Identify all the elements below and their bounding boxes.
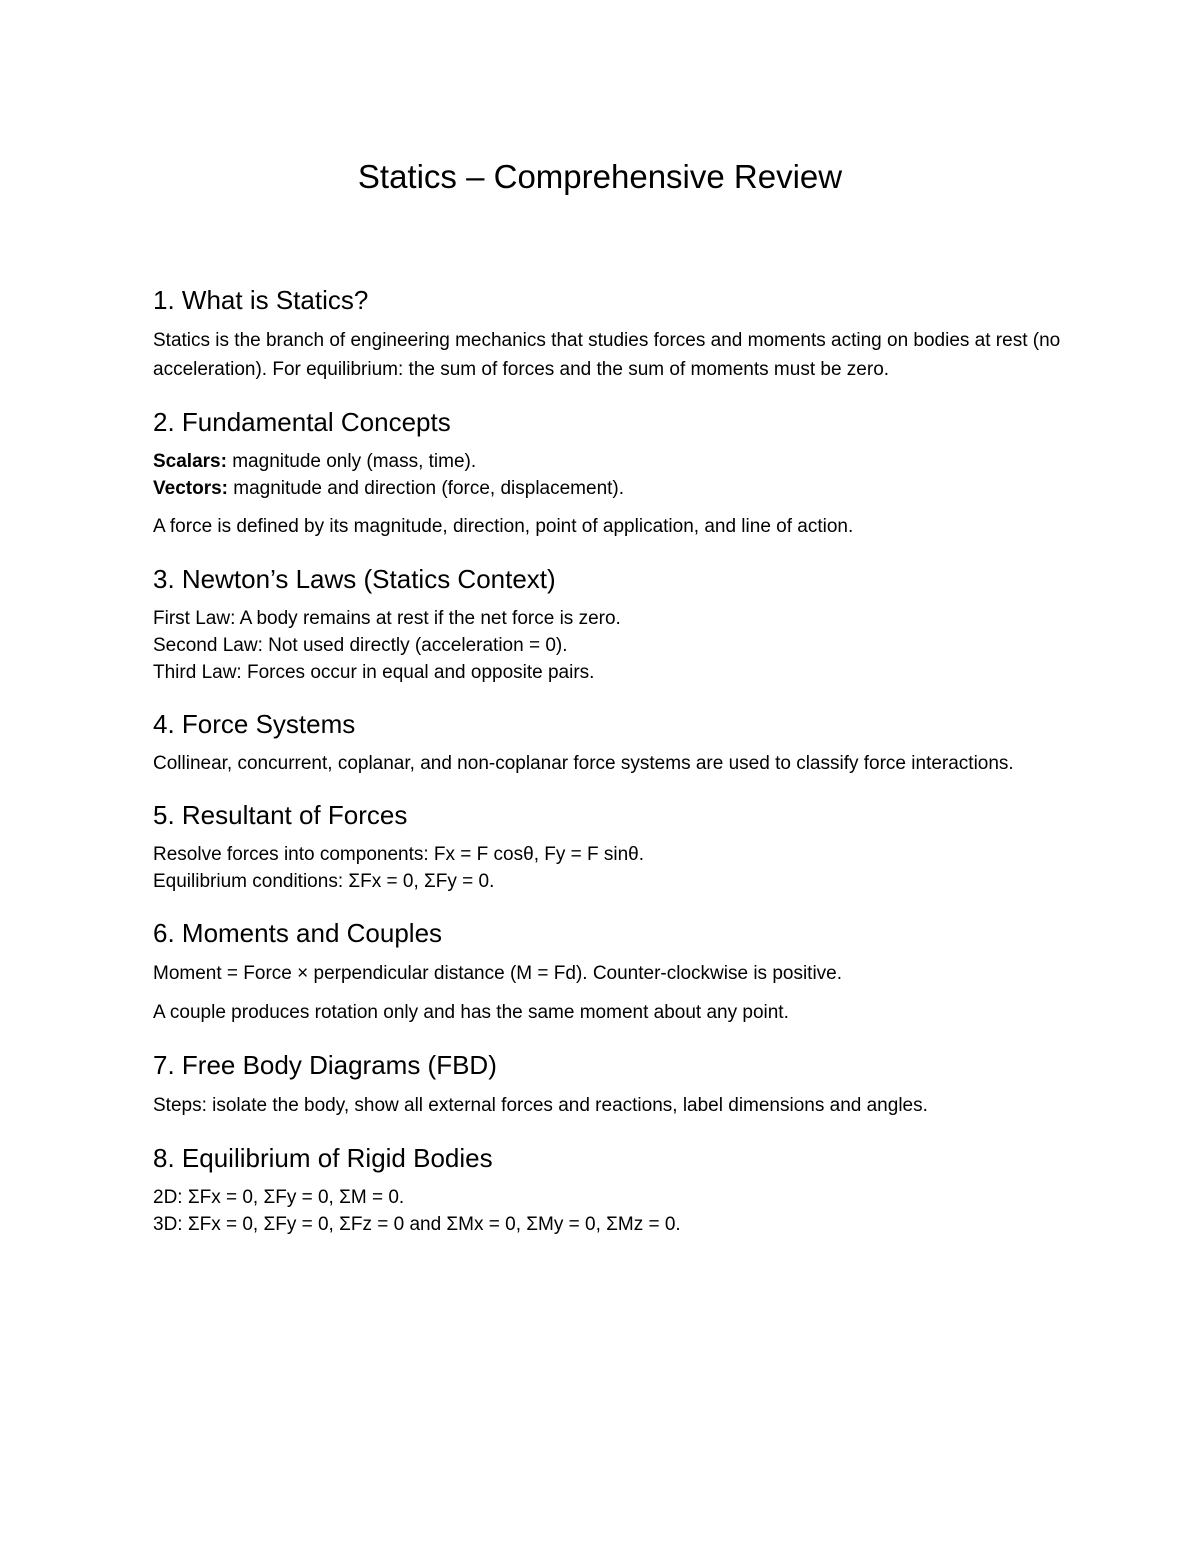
equilibrium-equations — [153, 1184, 1073, 1238]
section-heading: 7. Free Body Diagrams (FBD) — [153, 1050, 497, 1080]
laws-list — [153, 605, 1073, 686]
section-paragraph: A force is defined by its magnitude, direction, point of application, and line of action. — [153, 516, 854, 537]
vectors-definition — [153, 475, 1073, 502]
equations-3d: 3D: ΣFx = 0, ΣFy = 0, ΣFz = 0 and ΣMx = 0, ΣMy = 0, ΣMz = 0. — [153, 1214, 681, 1235]
section-paragraph: Collinear, concurrent, coplanar, and non-coplanar force systems are used to classify force interactions. — [153, 753, 1014, 774]
resultant-lines — [153, 841, 1073, 895]
scalars-definition — [153, 448, 1073, 475]
definitions-list — [153, 448, 1073, 502]
section-heading: 5. Resultant of Forces — [153, 800, 408, 830]
section-newtons-laws — [153, 561, 1073, 686]
moment-definition: Moment = Force × perpendicular distance (M = Fd). Counter-clockwise is positive. — [153, 963, 843, 984]
document-body — [153, 282, 1073, 1258]
document-title: Statics – Comprehensive Review — [357, 158, 843, 195]
section-heading: 8. Equilibrium of Rigid Bodies — [153, 1143, 493, 1173]
section-heading: 3. Newton’s Laws (Statics Context) — [153, 564, 556, 594]
section-what-is-statics — [153, 282, 1073, 384]
second-law: Second Law: Not used directly (acceleration = 0). — [153, 635, 568, 656]
section-resultant-of-forces — [153, 797, 1073, 895]
equilibrium-conditions-line: Equilibrium conditions: ΣFx = 0, ΣFy = 0. — [153, 871, 495, 892]
first-law: First Law: A body remains at rest if the net force is zero. — [153, 608, 621, 629]
section-force-systems — [153, 706, 1073, 777]
equations-2d: 2D: ΣFx = 0, ΣFy = 0, ΣM = 0. — [153, 1187, 405, 1208]
section-moments-and-couples — [153, 915, 1073, 1027]
section-fundamental-concepts — [153, 404, 1073, 541]
section-free-body-diagrams — [153, 1047, 1073, 1120]
section-paragraph: Steps: isolate the body, show all external forces and reactions, label dimensions and angles. — [153, 1095, 928, 1116]
section-paragraph: Statics is the branch of engineering mechanics that studies forces and moments acting on bodies at rest (no acceleration). For equilibrium: the sum of forces and the sum of moments must be zero. — [153, 330, 1061, 380]
vectors-label: Vectors: — [153, 478, 228, 499]
section-heading: 2. Fundamental Concepts — [153, 407, 451, 437]
couple-definition: A couple produces rotation only and has the same moment about any point. — [153, 1002, 789, 1023]
scalars-text: magnitude only (mass, time). — [226, 451, 477, 472]
section-heading: 1. What is Statics? — [153, 285, 369, 315]
section-heading: 6. Moments and Couples — [153, 918, 443, 948]
resolve-components-line: Resolve forces into components: Fx = F cosθ, Fy = F sinθ. — [153, 844, 645, 865]
section-equilibrium-rigid-bodies — [153, 1140, 1073, 1238]
scalars-label: Scalars: — [153, 451, 227, 472]
vectors-text: magnitude and direction (force, displacement). — [227, 478, 625, 499]
section-heading: 4. Force Systems — [153, 709, 356, 739]
third-law: Third Law: Forces occur in equal and opposite pairs. — [153, 662, 595, 683]
